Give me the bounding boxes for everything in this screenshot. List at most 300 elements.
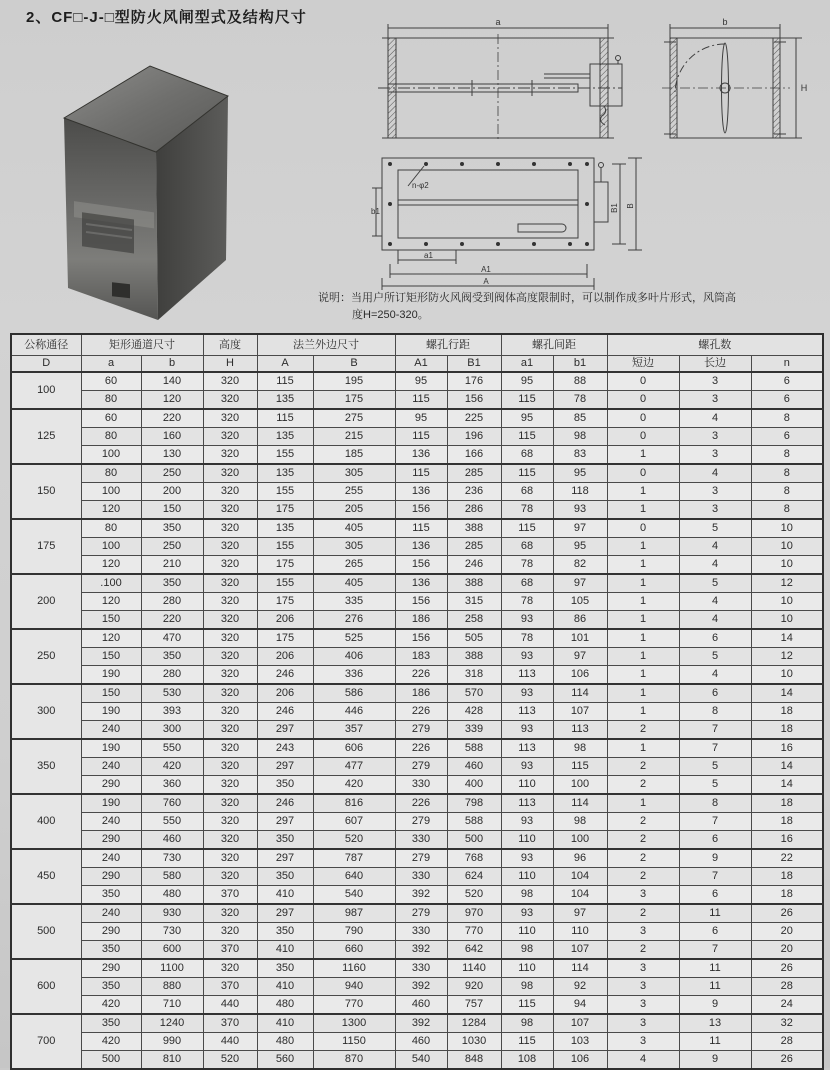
- table-cell: 500: [81, 1051, 141, 1070]
- table-cell: 206: [257, 648, 313, 666]
- table-cell: 3: [607, 996, 679, 1015]
- table-cell: 5: [679, 758, 751, 776]
- table-cell: 136: [395, 446, 447, 465]
- table-cell: 11: [679, 978, 751, 996]
- table-cell: 2: [607, 813, 679, 831]
- table-cell: 320: [203, 904, 257, 923]
- table-cell: 350: [257, 923, 313, 941]
- table-cell: 5: [679, 574, 751, 593]
- table-cell: 18: [751, 813, 823, 831]
- table-cell: 320: [203, 813, 257, 831]
- table-cell: 97: [553, 519, 607, 538]
- table-cell: 9: [679, 996, 751, 1015]
- table-cell: 880: [141, 978, 203, 996]
- table-cell: 106: [553, 666, 607, 685]
- table-cell-nominal-diameter: 350: [11, 739, 81, 794]
- header-bolt-pitch: 螺孔间距: [501, 334, 607, 356]
- hole-callout-label: n-φ2: [412, 181, 429, 190]
- table-cell: 10: [751, 538, 823, 556]
- table-cell: 350: [257, 831, 313, 850]
- table-row: [11, 391, 823, 410]
- table-cell: 0: [607, 391, 679, 410]
- table-cell: 730: [141, 849, 203, 868]
- table-row: [11, 1014, 823, 1033]
- table-cell: 107: [553, 703, 607, 721]
- table-cell: 1100: [141, 959, 203, 978]
- table-cell: 5: [679, 648, 751, 666]
- table-cell: 240: [81, 849, 141, 868]
- table-cell: 320: [203, 409, 257, 428]
- table-cell: 82: [553, 556, 607, 575]
- table-cell: 215: [313, 428, 395, 446]
- table-cell: 1030: [447, 1033, 501, 1051]
- end-view-drawing: [642, 16, 814, 148]
- table-cell-nominal-diameter: 700: [11, 1014, 81, 1069]
- table-cell: 16: [751, 739, 823, 758]
- table-cell: 115: [501, 464, 553, 483]
- table-cell: 265: [313, 556, 395, 575]
- table-cell: 4: [679, 611, 751, 630]
- table-row: [11, 684, 823, 703]
- table-cell: 93: [501, 849, 553, 868]
- table-cell: 320: [203, 556, 257, 575]
- table-row: [11, 978, 823, 996]
- dim-A-label: A: [483, 277, 489, 286]
- table-cell: 470: [141, 629, 203, 648]
- table-cell: 226: [395, 703, 447, 721]
- table-cell: 350: [257, 868, 313, 886]
- table-cell: 330: [395, 776, 447, 795]
- table-cell: 970: [447, 904, 501, 923]
- table-cell: 388: [447, 519, 501, 538]
- table-cell: 110: [553, 923, 607, 941]
- table-cell: 93: [501, 611, 553, 630]
- table-cell: 96: [553, 849, 607, 868]
- table-cell: 460: [395, 1033, 447, 1051]
- table-cell: 320: [203, 574, 257, 593]
- table-cell: 350: [257, 959, 313, 978]
- table-cell-nominal-diameter: 450: [11, 849, 81, 904]
- table-cell: 22: [751, 849, 823, 868]
- table-cell: 816: [313, 794, 395, 813]
- table-cell: 196: [447, 428, 501, 446]
- table-cell: 78: [501, 501, 553, 520]
- table-cell: 1240: [141, 1014, 203, 1033]
- table-cell: 136: [395, 483, 447, 501]
- table-cell: 6: [751, 428, 823, 446]
- spec-table-body: [11, 372, 823, 1069]
- note-line2: 度H=250-320。: [352, 309, 429, 322]
- table-cell: 3: [607, 1033, 679, 1051]
- header-B1: B1: [447, 356, 501, 373]
- table-cell: 285: [447, 538, 501, 556]
- table-cell: 150: [81, 611, 141, 630]
- table-cell: 26: [751, 904, 823, 923]
- table-cell: 297: [257, 813, 313, 831]
- table-cell: 410: [257, 941, 313, 960]
- table-cell: 100: [81, 538, 141, 556]
- table-cell: 243: [257, 739, 313, 758]
- table-cell: 78: [501, 556, 553, 575]
- table-cell: 7: [679, 941, 751, 960]
- table-cell: 98: [501, 941, 553, 960]
- table-cell: 4: [679, 556, 751, 575]
- header-n: n: [751, 356, 823, 373]
- table-cell: 115: [257, 372, 313, 391]
- table-cell: 95: [553, 538, 607, 556]
- table-cell: 477: [313, 758, 395, 776]
- table-cell: 370: [203, 886, 257, 905]
- header-height: 高度: [203, 334, 257, 356]
- table-cell: 105: [553, 593, 607, 611]
- table-cell: 28: [751, 978, 823, 996]
- table-cell: 586: [313, 684, 395, 703]
- table-cell: 420: [81, 1033, 141, 1051]
- table-cell: 80: [81, 391, 141, 410]
- table-row: [11, 721, 823, 740]
- table-cell: 315: [447, 593, 501, 611]
- table-cell: 110: [501, 831, 553, 850]
- table-row: [11, 941, 823, 960]
- table-cell: 100: [81, 483, 141, 501]
- table-cell: 336: [313, 666, 395, 685]
- table-cell: 280: [141, 666, 203, 685]
- table-cell: 135: [257, 519, 313, 538]
- table-cell: 940: [313, 978, 395, 996]
- table-cell: 240: [81, 758, 141, 776]
- table-cell: 98: [501, 1014, 553, 1033]
- table-row: [11, 464, 823, 483]
- header-long-side: 长边: [679, 356, 751, 373]
- table-cell: 186: [395, 684, 447, 703]
- table-cell: 195: [313, 372, 395, 391]
- table-cell: 9: [679, 849, 751, 868]
- table-row: [11, 959, 823, 978]
- table-cell: 640: [313, 868, 395, 886]
- table-row: [11, 372, 823, 391]
- table-cell: 12: [751, 648, 823, 666]
- table-cell: 279: [395, 849, 447, 868]
- table-cell: 600: [141, 941, 203, 960]
- table-cell: 11: [679, 904, 751, 923]
- table-cell-nominal-diameter: 100: [11, 372, 81, 409]
- table-cell: 286: [447, 501, 501, 520]
- table-cell: 166: [447, 446, 501, 465]
- table-cell: 279: [395, 758, 447, 776]
- table-cell: 580: [141, 868, 203, 886]
- table-cell: 320: [203, 666, 257, 685]
- table-cell: 120: [81, 629, 141, 648]
- table-cell: 155: [257, 538, 313, 556]
- table-cell: 2: [607, 758, 679, 776]
- table-cell: 258: [447, 611, 501, 630]
- table-cell-nominal-diameter: 150: [11, 464, 81, 519]
- table-cell: 5: [679, 519, 751, 538]
- note-line1: 当用户所订矩形防火风阀受到阀体高度限制时，可以制作成多叶片形式，风筒高: [351, 292, 736, 304]
- table-row: [11, 703, 823, 721]
- table-cell: .100: [81, 574, 141, 593]
- table-cell: 100: [553, 831, 607, 850]
- table-cell: 97: [553, 904, 607, 923]
- table-cell: 525: [313, 629, 395, 648]
- table-cell: 95: [553, 464, 607, 483]
- table-cell: 14: [751, 684, 823, 703]
- table-cell: 392: [395, 1014, 447, 1033]
- table-cell: 0: [607, 372, 679, 391]
- table-row: [11, 1033, 823, 1051]
- table-cell: 446: [313, 703, 395, 721]
- table-cell: 18: [751, 868, 823, 886]
- table-cell: 520: [447, 886, 501, 905]
- table-cell: 183: [395, 648, 447, 666]
- table-cell: 1300: [313, 1014, 395, 1033]
- table-cell: 107: [553, 941, 607, 960]
- table-cell: 297: [257, 721, 313, 740]
- table-cell: 350: [141, 519, 203, 538]
- table-cell: 2: [607, 868, 679, 886]
- header-B: B: [313, 356, 395, 373]
- table-cell: 240: [81, 813, 141, 831]
- table-cell: 8: [751, 483, 823, 501]
- table-cell: 428: [447, 703, 501, 721]
- table-cell: 290: [81, 776, 141, 795]
- table-row: [11, 739, 823, 758]
- table-cell: 78: [553, 391, 607, 410]
- table-cell: 14: [751, 629, 823, 648]
- spec-table: [10, 333, 824, 1070]
- table-cell: 1: [607, 648, 679, 666]
- table-row: [11, 904, 823, 923]
- table-cell: 6: [679, 831, 751, 850]
- table-cell: 80: [81, 519, 141, 538]
- table-cell: 175: [257, 629, 313, 648]
- table-cell: 4: [679, 538, 751, 556]
- table-cell: 110: [501, 776, 553, 795]
- page-title: 2、CF□-J-□型防火风闸型式及结构尺寸: [26, 9, 307, 26]
- table-cell: 320: [203, 428, 257, 446]
- table-cell: 6: [679, 886, 751, 905]
- table-cell: 0: [607, 428, 679, 446]
- table-cell: 320: [203, 483, 257, 501]
- table-cell: 400: [447, 776, 501, 795]
- table-cell: 113: [501, 703, 553, 721]
- table-cell: 320: [203, 648, 257, 666]
- table-cell: 136: [395, 574, 447, 593]
- table-cell: 3: [679, 391, 751, 410]
- table-cell: 297: [257, 904, 313, 923]
- table-cell: 480: [257, 1033, 313, 1051]
- table-cell: 107: [553, 1014, 607, 1033]
- table-cell: 130: [141, 446, 203, 465]
- table-cell: 320: [203, 611, 257, 630]
- table-cell: 88: [553, 372, 607, 391]
- table-cell: 110: [501, 868, 553, 886]
- table-cell: 206: [257, 684, 313, 703]
- table-cell: 320: [203, 923, 257, 941]
- table-row: [11, 483, 823, 501]
- table-cell: 350: [141, 648, 203, 666]
- table-row: [11, 868, 823, 886]
- table-cell: 246: [257, 666, 313, 685]
- table-cell: 297: [257, 758, 313, 776]
- table-cell: 280: [141, 593, 203, 611]
- table-cell: 80: [81, 464, 141, 483]
- table-row: [11, 886, 823, 905]
- table-row: [11, 1051, 823, 1070]
- table-cell: 185: [313, 446, 395, 465]
- table-cell: 115: [553, 758, 607, 776]
- dim-B-label: B: [626, 203, 635, 209]
- table-cell: 246: [447, 556, 501, 575]
- table-cell: 220: [141, 409, 203, 428]
- table-cell: 100: [81, 446, 141, 465]
- table-cell: 320: [203, 868, 257, 886]
- table-cell: 990: [141, 1033, 203, 1051]
- table-cell: 320: [203, 849, 257, 868]
- table-cell: 103: [553, 1033, 607, 1051]
- table-cell: 115: [395, 464, 447, 483]
- header-H: H: [203, 356, 257, 373]
- table-cell: 114: [553, 684, 607, 703]
- table-cell: 206: [257, 611, 313, 630]
- table-cell-nominal-diameter: 600: [11, 959, 81, 1014]
- table-cell: 757: [447, 996, 501, 1015]
- table-cell: 770: [313, 996, 395, 1015]
- table-cell: 730: [141, 923, 203, 941]
- table-row: [11, 648, 823, 666]
- table-cell: 160: [141, 428, 203, 446]
- table-cell: 339: [447, 721, 501, 740]
- table-cell: 320: [203, 721, 257, 740]
- table-cell: 150: [141, 501, 203, 520]
- table-cell: 115: [257, 409, 313, 428]
- header-nominal-diameter: 公称通径: [11, 334, 81, 356]
- table-cell: 530: [141, 684, 203, 703]
- table-row: [11, 501, 823, 520]
- table-cell: 410: [257, 886, 313, 905]
- dim-b1-label: b1: [371, 207, 380, 216]
- header-a1: a1: [501, 356, 553, 373]
- table-cell: 86: [553, 611, 607, 630]
- table-row: [11, 574, 823, 593]
- table-cell: 350: [81, 978, 141, 996]
- table-cell: 1: [607, 794, 679, 813]
- table-cell: 810: [141, 1051, 203, 1070]
- table-cell: 104: [553, 868, 607, 886]
- table-cell: 98: [553, 739, 607, 758]
- table-cell-nominal-diameter: 250: [11, 629, 81, 684]
- table-cell: 350: [81, 886, 141, 905]
- table-cell: 4: [679, 464, 751, 483]
- table-cell: 155: [257, 574, 313, 593]
- table-cell: 156: [395, 556, 447, 575]
- table-cell: 8: [751, 409, 823, 428]
- table-cell: 118: [553, 483, 607, 501]
- table-cell: 8: [751, 446, 823, 465]
- table-cell: 250: [141, 538, 203, 556]
- header-bolt-row-pitch: 螺孔行距: [395, 334, 501, 356]
- table-cell: 175: [313, 391, 395, 410]
- table-cell: 1: [607, 501, 679, 520]
- table-row: [11, 409, 823, 428]
- table-cell: 987: [313, 904, 395, 923]
- table-cell: 290: [81, 868, 141, 886]
- table-cell: 100: [553, 776, 607, 795]
- table-cell: 440: [203, 1033, 257, 1051]
- table-cell: 1284: [447, 1014, 501, 1033]
- table-cell: 3: [679, 372, 751, 391]
- product-photo: [52, 48, 237, 333]
- table-cell: 10: [751, 666, 823, 685]
- table-cell: 0: [607, 519, 679, 538]
- table-cell: 83: [553, 446, 607, 465]
- table-cell: 320: [203, 794, 257, 813]
- table-cell: 98: [553, 428, 607, 446]
- table-cell: 115: [501, 1033, 553, 1051]
- table-cell: 6: [679, 684, 751, 703]
- table-cell: 320: [203, 684, 257, 703]
- table-cell: 14: [751, 776, 823, 795]
- table-cell: 175: [257, 556, 313, 575]
- table-cell: 220: [141, 611, 203, 630]
- table-cell: 460: [395, 996, 447, 1015]
- table-cell: 320: [203, 538, 257, 556]
- table-cell: 246: [257, 703, 313, 721]
- table-cell: 93: [501, 813, 553, 831]
- table-cell: 92: [553, 978, 607, 996]
- table-cell: 392: [395, 978, 447, 996]
- table-row: [11, 849, 823, 868]
- header-A: A: [257, 356, 313, 373]
- table-cell: 10: [751, 593, 823, 611]
- table-cell: 18: [751, 721, 823, 740]
- table-cell: 410: [257, 1014, 313, 1033]
- table-cell: 68: [501, 538, 553, 556]
- table-cell: 588: [447, 813, 501, 831]
- table-row: [11, 611, 823, 630]
- table-cell: 330: [395, 923, 447, 941]
- table-cell: 870: [313, 1051, 395, 1070]
- table-cell: 318: [447, 666, 501, 685]
- table-cell: 155: [257, 483, 313, 501]
- table-cell: 405: [313, 574, 395, 593]
- table-cell: 115: [395, 391, 447, 410]
- table-row: [11, 923, 823, 941]
- table-cell: 550: [141, 739, 203, 758]
- table-cell: 3: [679, 428, 751, 446]
- table-cell: 16: [751, 831, 823, 850]
- table-cell: 0: [607, 464, 679, 483]
- table-cell: 768: [447, 849, 501, 868]
- table-cell: 68: [501, 483, 553, 501]
- table-cell: 6: [679, 629, 751, 648]
- table-cell-nominal-diameter: 200: [11, 574, 81, 629]
- table-cell: 10: [751, 519, 823, 538]
- table-cell: 93: [501, 721, 553, 740]
- table-cell: 300: [141, 721, 203, 740]
- table-cell: 8: [751, 501, 823, 520]
- table-cell: 190: [81, 794, 141, 813]
- table-cell: 93: [501, 648, 553, 666]
- table-cell: 4: [679, 666, 751, 685]
- table-row: [11, 794, 823, 813]
- table-cell: 98: [553, 813, 607, 831]
- table-cell: 60: [81, 409, 141, 428]
- table-cell: 7: [679, 721, 751, 740]
- table-cell: 2: [607, 849, 679, 868]
- table-cell: 5: [679, 776, 751, 795]
- table-cell: 460: [141, 831, 203, 850]
